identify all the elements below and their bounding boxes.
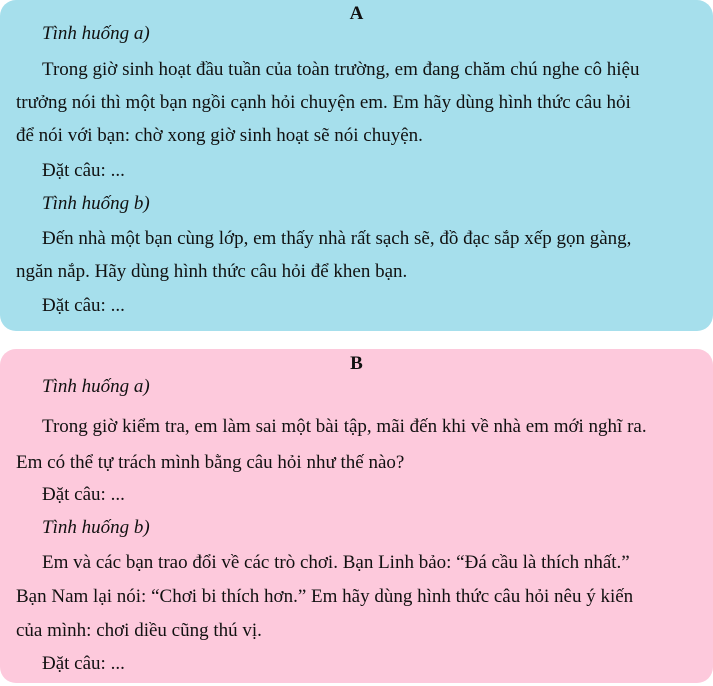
panel-b-situation-a-line-1: Trong giờ kiểm tra, em làm sai một bài tập, mãi đến khi về nhà em mới nghĩ ra.	[42, 416, 647, 437]
panel-b-situation-b-line-1: Em và các bạn trao đổi về các trò chơi. Bạn Linh bảo: “Đá cầu là thích nhất.”	[42, 552, 630, 573]
panel-b-situation-a-line-2: Em có thể tự trách mình bằng câu hỏi như thế nào?	[16, 452, 405, 473]
panel-a-situation-b-title: Tình huống b)	[42, 193, 150, 214]
panel-b	[0, 349, 713, 683]
panel-a-situation-a-line-3: để nói với bạn: chờ xong giờ sinh hoạt sẽ nói chuyện.	[16, 125, 423, 146]
panel-a-heading: A	[349, 3, 364, 24]
panel-b-situation-a-answer: Đặt câu: ...	[42, 484, 125, 505]
panel-a	[0, 0, 713, 331]
panel-b-situation-a-title: Tình huống a)	[42, 376, 150, 397]
panel-b-heading: B	[350, 353, 363, 374]
panel-a-situation-a-answer: Đặt câu: ...	[42, 160, 125, 181]
panel-a-situation-b-line-1: Đến nhà một bạn cùng lớp, em thấy nhà rất sạch sẽ, đồ đạc sắp xếp gọn gàng,	[42, 228, 632, 249]
panel-b-situation-b-line-2: Bạn Nam lại nói: “Chơi bi thích hơn.” Em hãy dùng hình thức câu hỏi nêu ý kiến	[16, 586, 634, 607]
panel-a-situation-b-line-2: ngăn nắp. Hãy dùng hình thức câu hỏi để khen bạn.	[16, 261, 408, 282]
panel-b-situation-b-answer: Đặt câu: ...	[42, 653, 125, 674]
panel-b-situation-b-title: Tình huống b)	[42, 517, 150, 538]
panel-a-situation-b-answer: Đặt câu: ...	[42, 295, 125, 316]
panel-b-situation-b-line-3: của mình: chơi diều cũng thú vị.	[16, 620, 262, 641]
panel-a-situation-a-line-1: Trong giờ sinh hoạt đầu tuần của toàn trường, em đang chăm chú nghe cô hiệu	[42, 59, 640, 80]
panel-a-situation-a-line-2: trưởng nói thì một bạn ngồi cạnh hỏi chuyện em. Em hãy dùng hình thức câu hỏi	[16, 92, 631, 113]
panel-a-situation-a-title: Tình huống a)	[42, 23, 150, 44]
